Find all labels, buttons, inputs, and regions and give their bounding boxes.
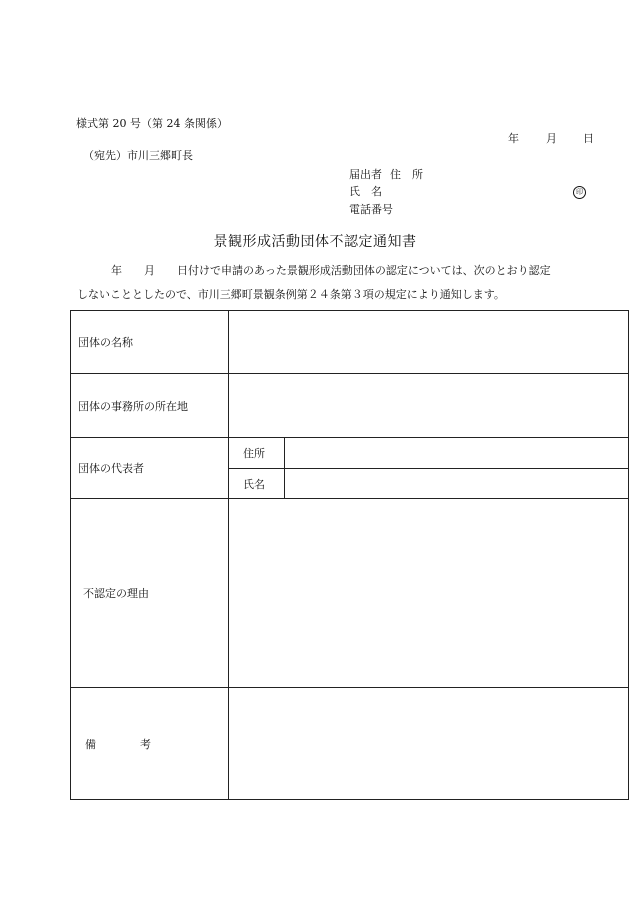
reason-field[interactable] — [229, 499, 629, 688]
table-row — [71, 374, 629, 438]
applicant-name-label: 氏 名 — [349, 185, 382, 198]
rep-name-field[interactable] — [285, 469, 629, 499]
table-row — [71, 311, 629, 374]
date-year: 年 — [508, 132, 519, 145]
rep-address-field[interactable] — [285, 438, 629, 469]
remarks-label: 備 考 — [71, 688, 229, 800]
table-row — [71, 499, 629, 688]
body-text-line-1: 年 月 日付けで申請のあった景観形成活動団体の認定については、次のとおり認定 — [89, 264, 551, 277]
applicant-phone-label: 電話番号 — [349, 203, 393, 216]
reason-label: 不認定の理由 — [71, 499, 229, 688]
group-name-field[interactable] — [229, 311, 629, 374]
seal-mark: 印 — [573, 186, 586, 199]
body-text-line-2: しないこととしたので、市川三郷町景観条例第２４条第３項の規定により通知します。 — [77, 288, 505, 301]
remarks-field[interactable] — [229, 688, 629, 800]
applicant-label: 届出者 — [349, 168, 382, 181]
table-row — [71, 438, 629, 469]
form-table — [70, 310, 629, 800]
rep-address-label: 住所 — [229, 438, 285, 469]
table-row — [71, 688, 629, 800]
date-day: 日 — [583, 132, 594, 145]
group-name-label: 団体の名称 — [71, 311, 229, 374]
addressee: （宛先）市川三郷町長 — [83, 149, 193, 162]
document-title: 景観形成活動団体不認定通知書 — [213, 234, 417, 250]
representative-label: 団体の代表者 — [71, 438, 229, 499]
office-location-field[interactable] — [229, 374, 629, 438]
rep-name-label: 氏名 — [229, 469, 285, 499]
applicant-address-label: 住 所 — [390, 168, 423, 181]
office-location-label: 団体の事務所の所在地 — [71, 374, 229, 438]
form-number: 様式第 20 号（第 24 条関係） — [76, 117, 228, 130]
date-month: 月 — [546, 132, 557, 145]
